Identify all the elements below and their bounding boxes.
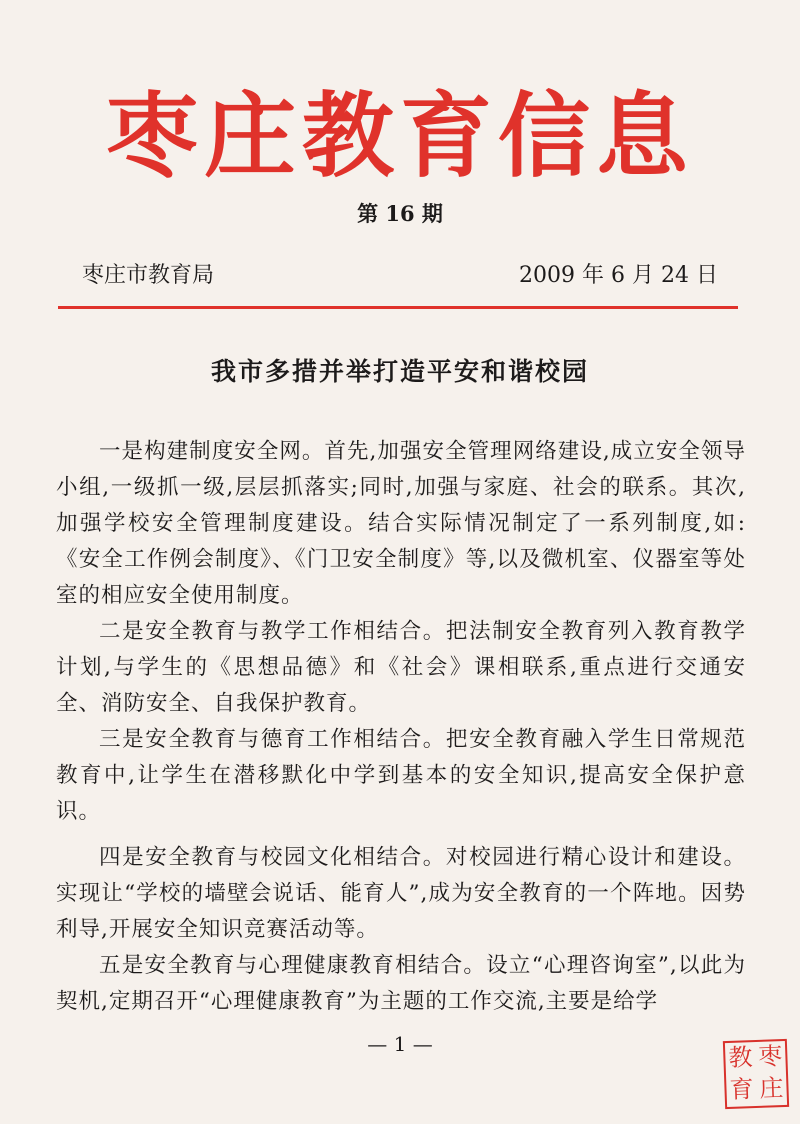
show-through-text <box>60 22 606 48</box>
masthead-title: 枣庄教育信息 <box>105 83 694 190</box>
article-body <box>56 434 746 1020</box>
header-rule <box>58 306 738 309</box>
paragraph: 二是安全教育与教学工作相结合。把法制安全教育列入教育教学计划,与学生的《思想品德》和《社会》课相联系,重点进行交通安全、消防安全、自我保护教育。 <box>56 619 746 716</box>
red-seal-stamp <box>723 1039 789 1109</box>
paragraph: 一是构建制度安全网。首先,加强安全管理网络建设,成立安全领导小组,一级抓一级,层层抓落实;同时,加强与家庭、社会的联系。其次,加强学校安全管理制度建设。结合实际情况制定了一系列制度,如:《安全工作例会制度》、《门卫安全制度》等,以及微机室、仪器室等处室的相应安全使用制度。 <box>56 439 746 608</box>
page-number: — 1 — <box>367 1032 433 1056</box>
article-headline: 我市多措并举打造平安和谐校园 <box>210 357 589 386</box>
paragraph: 四是安全教育与校园文化相结合。对校园进行精心设计和建设。实现让“学校的墙壁会说话、能育人”,成为安全教育的一个阵地。因势利导,开展安全知识竞赛活动等。 <box>56 845 746 942</box>
paragraph: 五是安全教育与心理健康教育相结合。设立“心理咨询室”,以此为契机,定期召开“心理健康教育”为主题的工作交流,主要是给学 <box>56 953 746 1014</box>
paragraph: 三是安全教育与德育工作相结合。把安全教育融入学生日常规范教育中,让学生在潜移默化中学到基本的安全知识,提高安全保护意识。 <box>56 727 746 824</box>
issuer: 枣庄市教育局 <box>82 263 215 288</box>
issue-date: 2009 年 6 月 24 日 <box>519 263 718 288</box>
issue-number: 第 16 期 <box>357 201 443 226</box>
seal-char: 育 <box>729 1075 755 1104</box>
seal-char: 庄 <box>759 1074 784 1103</box>
seal-char: 教 <box>727 1043 753 1072</box>
seal-char: 枣 <box>757 1042 783 1071</box>
